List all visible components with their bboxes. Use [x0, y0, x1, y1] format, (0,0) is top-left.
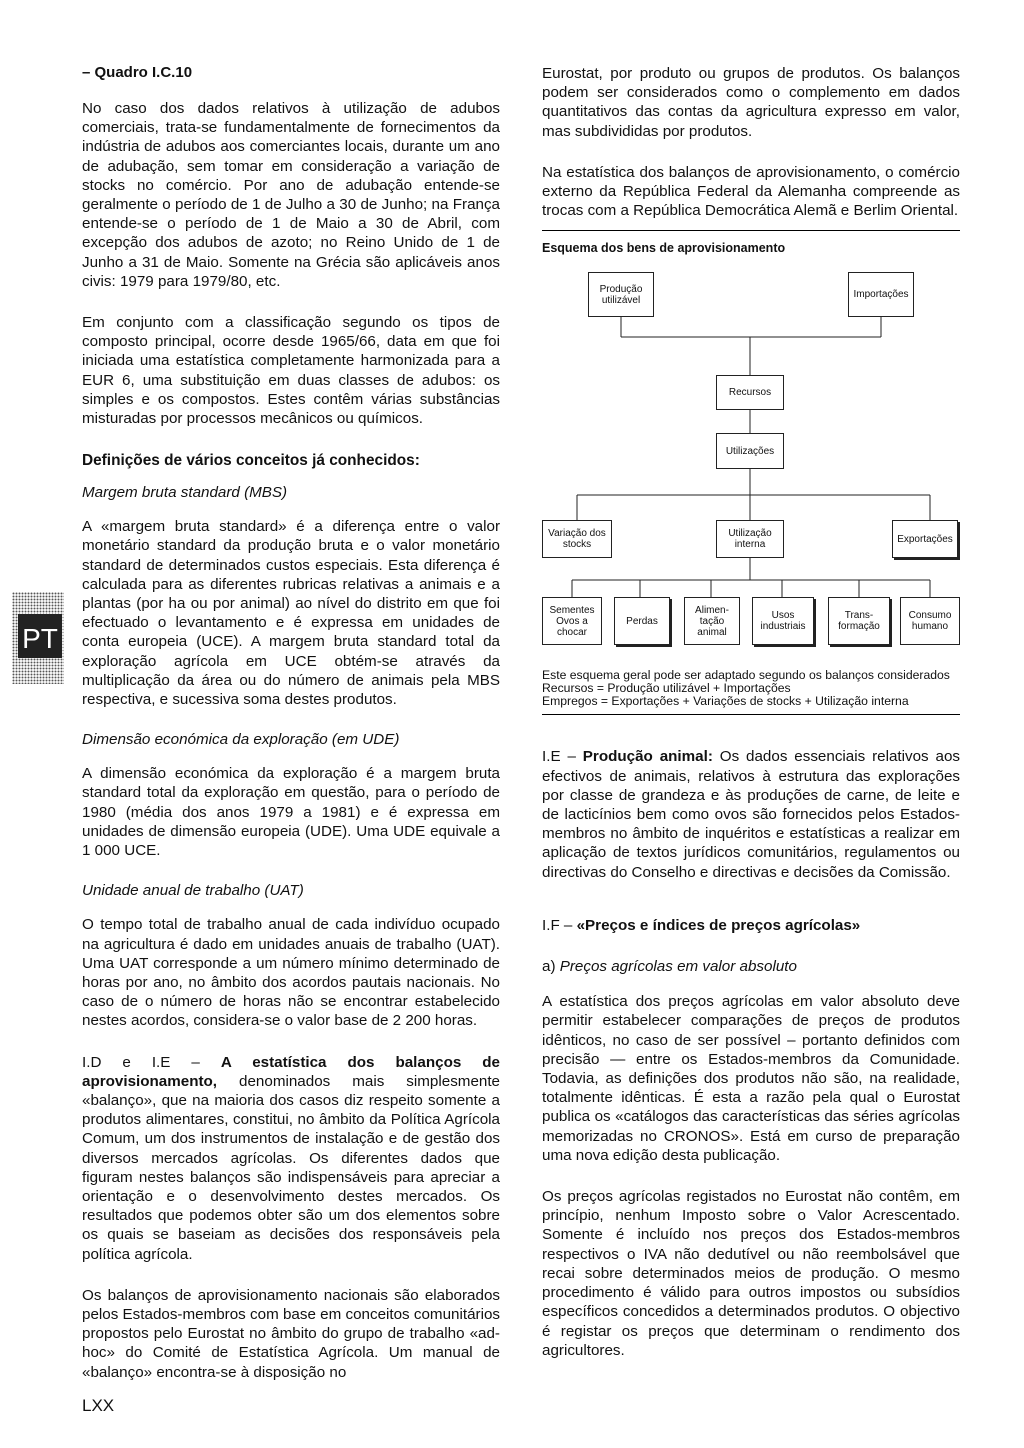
- right-paragraph-1: Eurostat, por produto ou grupos de produtos. Os balanços podem ser considerados como o complemento em dados quantitativos das contas da agricultura expresso em valor, mas subdivididas por produtos.: [542, 65, 960, 140]
- box-perdas: Perdas: [614, 597, 670, 645]
- quadro-paragraph-2: Em conjunto com a classificação segundo os tipos de composto principal, ocorre desde 1965/66, data em que foi iniciada uma estatística completamente harmonizada para a EUR 6, uma substituição em duas classes de adubos: os simples e os compostos. Estes contêm várias substâncias misturadas por processos mecânicos ou químicos.: [82, 314, 500, 428]
- box-consumo-humano: Consumo humano: [900, 597, 960, 645]
- ie-paragraph: I.E – Produção animal: Os dados essenciais relativos aos efectivos de animais, relativos à estrutura das explorações por classe de grandeza e às produções de carne, de leite e de lacticínios bem como ovos são fornecidos pelos Estados-membros no âmbito de inquéritos e estatísticas a realizar em aplicação de textos jurídicos comunitários, regulamentos ou directivas do Conselho e directivas e decisões da Comissão.: [542, 748, 960, 881]
- box-recursos: Recursos: [716, 375, 784, 410]
- quadro-paragraph-1: No caso dos dados relativos à utilização de adubos comerciais, trata-se fundamentalmente de fornecimentos da indústria de adubos aos comerciantes locais, durante um ano de adubação, sem tomar em consideração a variação de stocks no comércio. Por ano de adubação entende-se geralmente o período de 1 de Julho a 30 de Junho; na França entende-se o período de 1 de Maio a 30 de Abril, com excepção dos adubos de azoto; no Reino Unido de 1 de Junho a 31 de Maio. Somente na Grécia são aplicáveis anos civis: 1979 para 1979/80, etc.: [82, 100, 500, 290]
- mbs-paragraph: A «margem bruta standard» é a diferença entre o valor monetário standard da produção bruta e o valor monetário standard de determinados custos especiais. Esta diferença é calculada para as diferentes rubricas relativas a animais e a plantas (por ha ou por animal) ao nível do distrito em que foi efectuado o levantamento e é expressa em unidades de conta europeia (UCE). A margem bruta standard total da exploração agrícola em UCE obtém-se através da multiplicação da área ou do número de animais pela MBS respectiva, e sucessiva soma destes produtos.: [82, 518, 500, 709]
- svg-text:PT: PT: [22, 623, 58, 654]
- box-variacao-stocks: Variação dos stocks: [542, 520, 612, 558]
- box-importacoes: Importações: [848, 272, 914, 317]
- mbs-heading: Margem bruta standard (MBS): [82, 484, 288, 502]
- section-a-paragraph-1: A estatística dos preços agrícolas em valor absoluto deve permitir estabelecer comparações de preços de produtos idênticos, no caso de ser possível – portanto definidos com precisão — entre os Estados-membros da Comunidade. Todavia, as definições dos produtos não são, na realidade, totalmente idênticas. É esta a razão pela qual o Eurostat publica os «catálogos das características das séries agrícolas memorizadas no CRONOS». Está em curso de preparação uma nova edição desta publicação.: [542, 993, 960, 1164]
- quadro-title: – Quadro I.C.10: [82, 64, 193, 81]
- ide-paragraph: I.D e I.E – A estatística dos balanços de aprovisionamento, denominados mais simplesmente «balanço», que na maioria dos casos diz respeito somente a produtos alimentares, constitui, no âmbito da Política Agrícola Comum, um dos instrumentos de instalação e de gestão dos diversos mercados agrícolas. Os diferentes dados que figuram nestes balanços são indispensáveis para apreciar a orientação e o desenvolvimento destes mercados. Os resultados que podemos obter são um dos elementos sobre os quais se baseiam as decisões dos responsáveis pela política agrícola.: [82, 1053, 501, 1263]
- right-column: [542, 64, 960, 1360]
- box-transformacao: Trans-formação: [828, 597, 890, 645]
- uat-heading: Unidade anual de trabalho (UAT): [82, 882, 304, 900]
- ude-paragraph: A dimensão económica da exploração é a margem bruta standard total da exploração em questão, para o período de 1980 (média dos anos 1979 a 1981) e é expressa em unidades de dimensão europeia (UDE). Uma UDE equivale a 1 000 UCE.: [82, 765, 500, 860]
- uat-paragraph: O tempo total de trabalho anual de cada indivíduo ocupado na agricultura é dado em unidades anuais de trabalho (UAT). Uma UAT corresponde a um número mínimo determinado de horas por ano, no âmbito dos acordos pautais nacionais. No caso de o número de horas não se encontrar estabelecido nestes acordos, considera-se o valor base de 2 200 horas.: [82, 916, 500, 1030]
- ide-title: A estatística dos balanços de aprovisionamento,: [82, 1053, 501, 1090]
- box-usos-industriais: Usos industriais: [752, 597, 814, 645]
- if-heading: I.F – «Preços e índices de preços agrícolas»: [542, 916, 861, 934]
- ie-title: Produção animal:: [582, 748, 713, 766]
- section-a-heading: a) Preços agrícolas em valor absoluto: [542, 958, 797, 976]
- box-exportacoes: Exportações: [892, 520, 958, 558]
- language-badge-pt: [12, 592, 64, 684]
- left-column: [82, 64, 500, 1382]
- box-utilizacoes: Utilizações: [716, 433, 784, 469]
- box-alimentacao-animal: Alimen-tação animal: [684, 597, 740, 645]
- box-producao-utilizavel: Produção utilizável: [588, 272, 654, 317]
- supply-diagram: [542, 265, 960, 665]
- section-a-paragraph-2: Os preços agrícolas registados no Eurostat não contêm, em princípio, nenhum Imposto sobre o Valor Acrescentado. Somente é incluído nos preços dos Estados-membros respectivos o IVA não dedutível ou não reembolsável que recai sobre determinados meios de produção. O mesmo procedimento é válido para outros impostos ou subsídios específicos concedidos a determinados produtos. O objectivo é registar os preços que determinam o rendimento dos agricultores.: [542, 1188, 960, 1359]
- definitions-heading: Definições de vários conceitos já conhecidos:: [82, 452, 420, 470]
- right-paragraph-2: Na estatística dos balanços de aprovisionamento, o comércio externo da República Federal da Alemanha compreende as trocas com a República Democrática Alemã e Berlim Oriental.: [542, 163, 960, 220]
- ude-heading: Dimensão económica da exploração (em UDE): [82, 731, 400, 749]
- ide-paragraph-2: Os balanços de aprovisionamento nacionais são elaborados pelos Estados-membros com base em conceitos comunitários propostos pelo Eurostat no âmbito do grupo de trabalho «ad-hoc» do Comité de Estatística Agrícola. Um manual de «balanço» encontra-se à disposição no: [82, 1286, 500, 1381]
- box-utilizacao-interna: Utilização interna: [716, 520, 784, 558]
- diagram-note-1: Este esquema geral pode ser adaptado segundo os balanços considerados: [542, 668, 950, 683]
- diagram-note-2: Recursos = Produção utilizável + Importações: [542, 681, 791, 696]
- diagram-note-3: Empregos = Exportações + Variações de stocks + Utilização interna: [542, 695, 960, 715]
- diagram-title: Esquema dos bens de aprovisionamento: [542, 230, 960, 255]
- page-number: LXX: [82, 1396, 115, 1415]
- box-sementes: Sementes Ovos a chocar: [542, 597, 602, 645]
